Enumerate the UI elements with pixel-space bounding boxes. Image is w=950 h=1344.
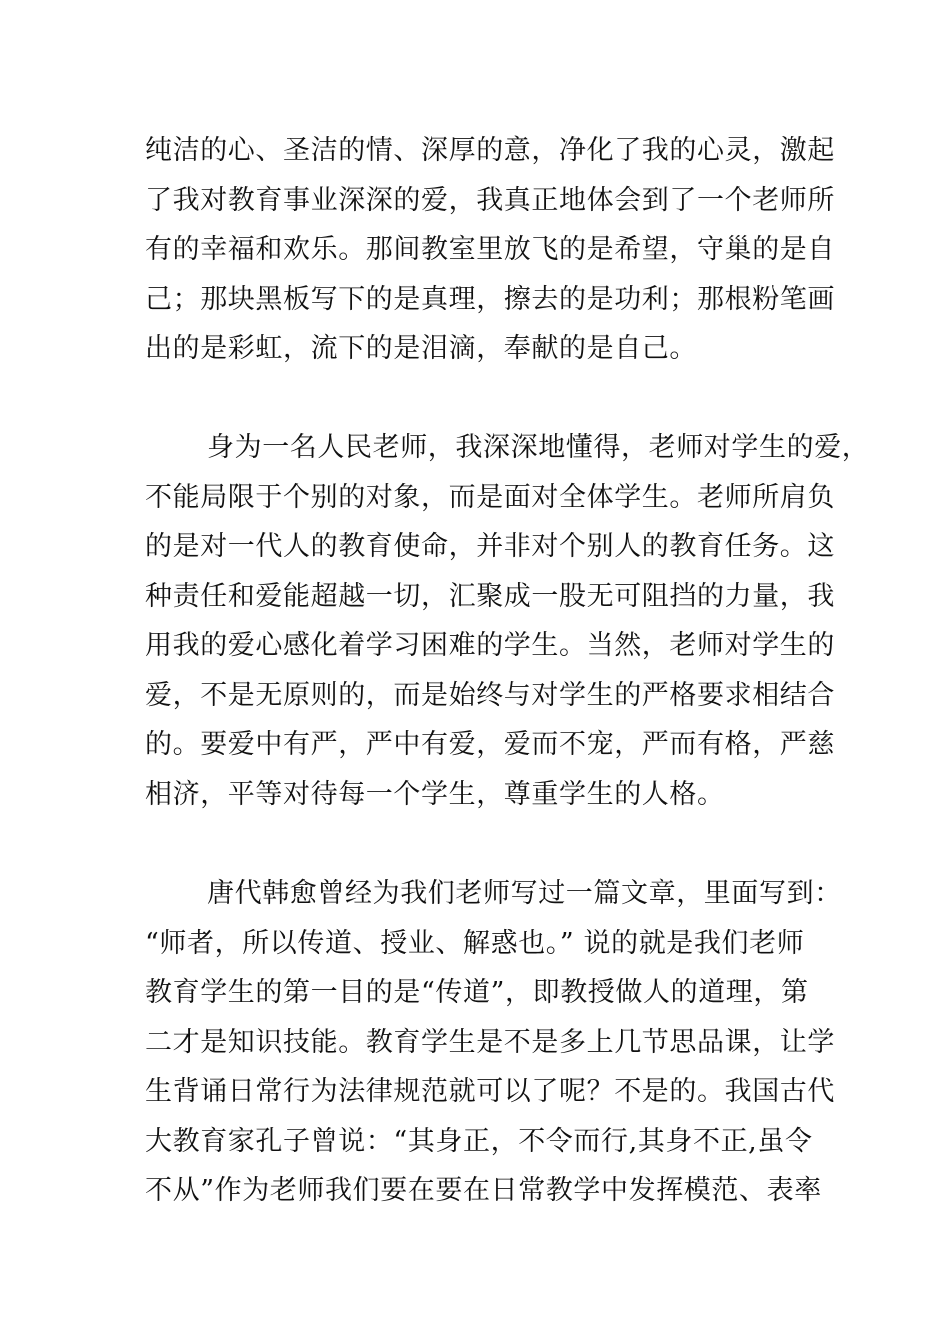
paragraph-line: 二才是知识技能。教育学生是不是多上几节思品课，让学	[145, 1026, 835, 1058]
paragraph-line: 种责任和爱能超越一切，汇聚成一股无可阻挡的力量，我	[145, 580, 835, 612]
paragraph-2	[145, 423, 870, 819]
paragraph-line: 的是对一代人的教育使命，并非对个别人的教育任务。这	[145, 531, 835, 562]
paragraph-line: 不从”作为老师我们要在要在日常教学中发挥模范、表率	[145, 1175, 822, 1206]
paragraph-line: 爱，不是无原则的，而是始终与对学生的严格要求相结合	[145, 679, 835, 711]
paragraph-line: 己；那块黑板写下的是真理，擦去的是功利；那根粉笔画	[145, 283, 835, 315]
paragraph-3	[145, 869, 842, 1216]
paragraph-line: 教育学生的第一目的是“传道”，即教授做人的道理，第	[145, 977, 809, 1008]
paragraph-1	[145, 126, 835, 374]
paragraph-line: 纯洁的心、圣洁的情、深厚的意，净化了我的心灵，激起	[145, 135, 835, 166]
paragraph-line: 了我对教育事业深深的爱，我真正地体会到了一个老师所	[145, 184, 835, 216]
paragraph-line: “师者，所以传道、授业、解惑也。” 说的就是我们老师	[145, 927, 805, 959]
paragraph-line: 用我的爱心感化着学习困难的学生。当然，老师对学生的	[145, 630, 835, 661]
paragraph-line: 不能局限于个别的对象，而是面对全体学生。老师所肩负	[145, 481, 835, 513]
paragraph-first-line: 唐代韩愈曾经为我们老师写过一篇文章，里面写到：	[207, 878, 842, 909]
paragraph-line: 出的是彩虹，流下的是泪滴，奉献的是自己。	[145, 333, 697, 364]
paragraph-line: 生背诵日常行为法律规范就可以了呢？不是的。我国古代	[145, 1076, 835, 1107]
paragraph-line: 相济，平等对待每一个学生，尊重学生的人格。	[145, 778, 725, 810]
paragraph-line: 有的幸福和欢乐。那间教室里放飞的是希望，守巢的是自	[145, 234, 835, 265]
paragraph-line: 的。要爱中有严，严中有爱，爱而不宠，严而有格，严慈	[145, 729, 835, 760]
paragraph-line: 大教育家孔子曾说：“其身正，不令而行,其身不正,虽令	[145, 1125, 813, 1157]
paragraph-first-line: 身为一名人民老师，我深深地懂得，老师对学生的爱，	[207, 432, 870, 463]
